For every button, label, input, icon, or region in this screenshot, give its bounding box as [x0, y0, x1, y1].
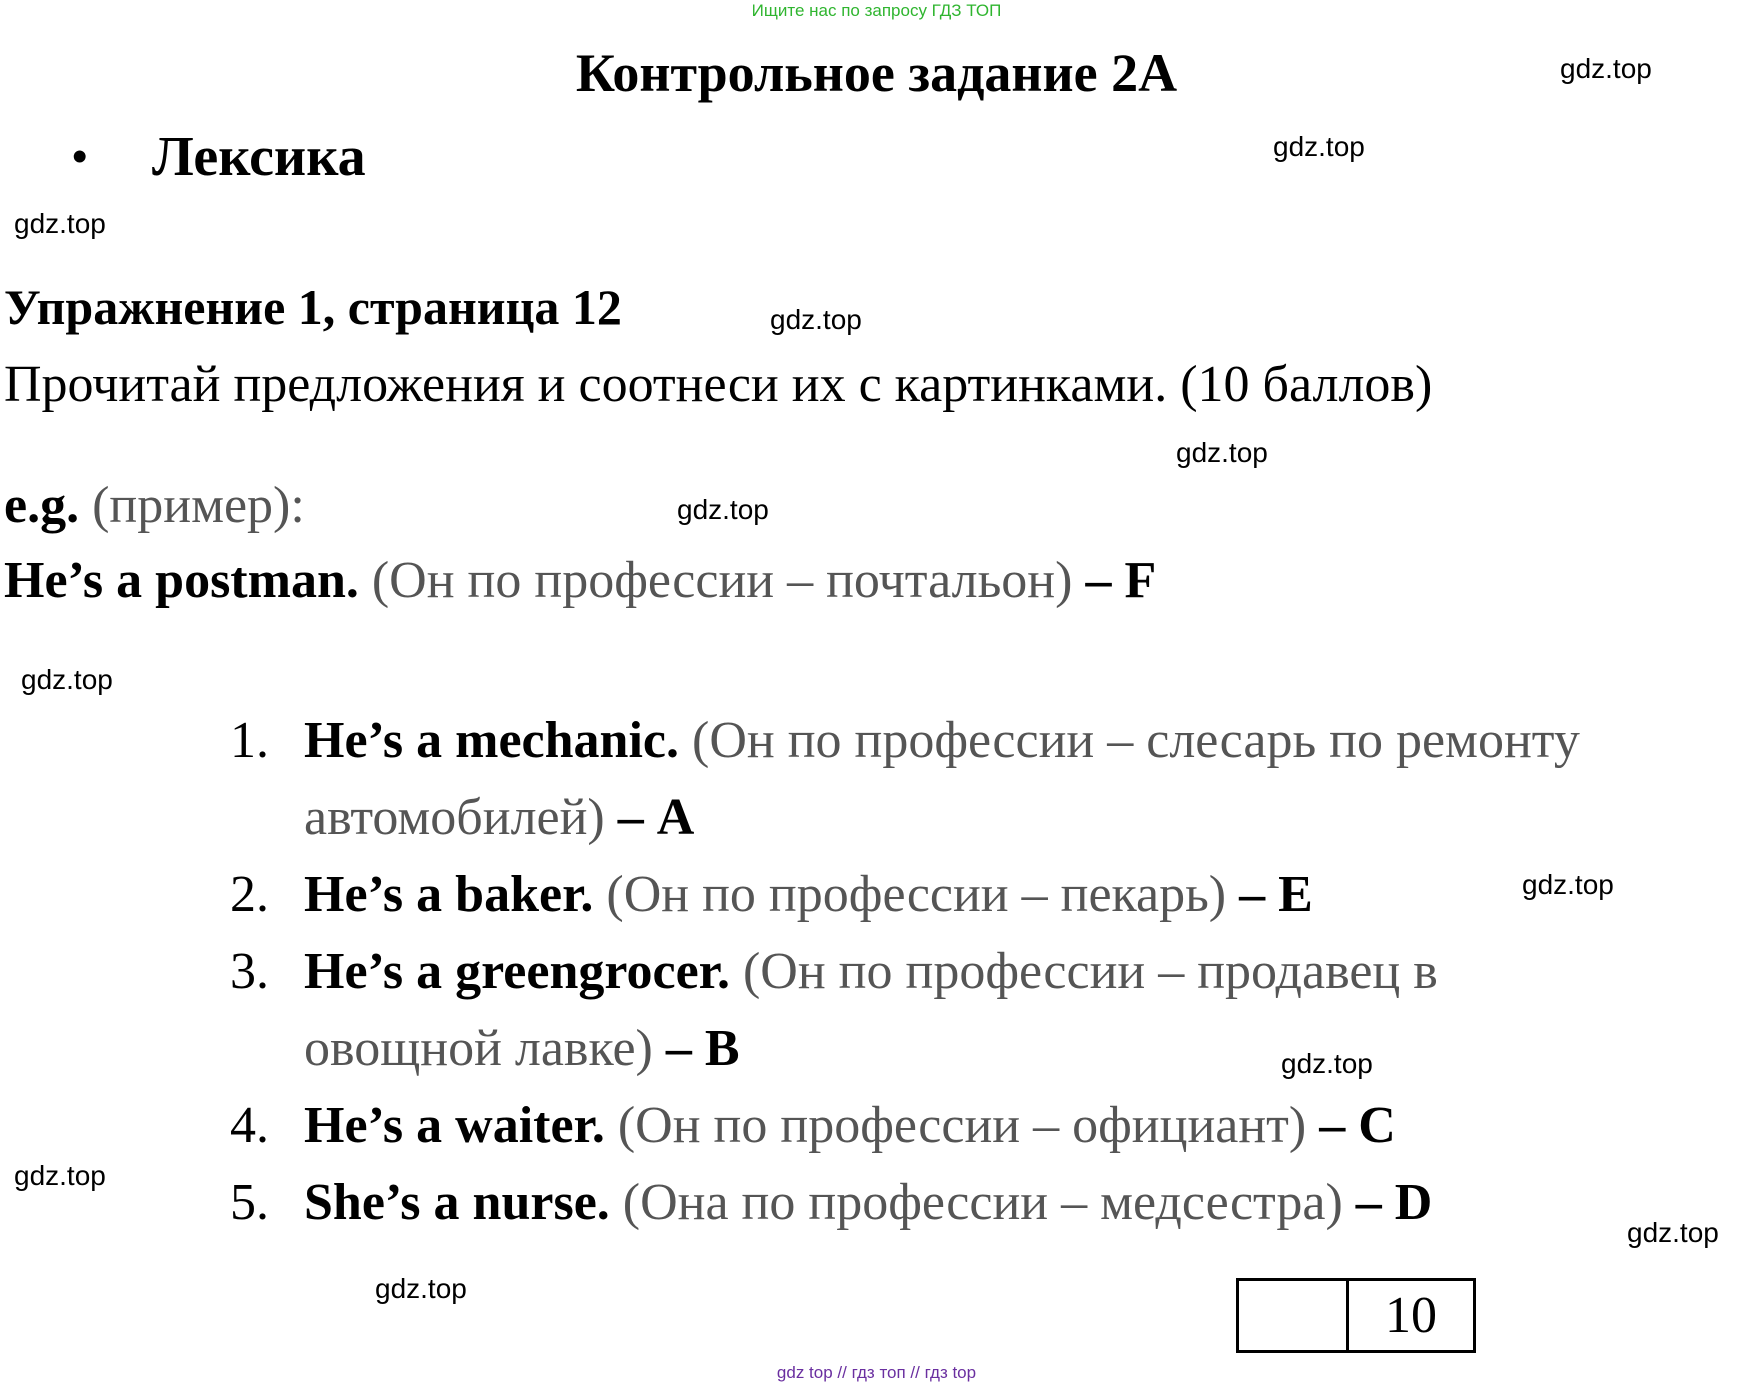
- item-en: He’s a greengrocer.: [304, 943, 730, 1000]
- example-answer: – F: [1072, 552, 1157, 609]
- footer-watermark: gdz top // гдз топ // гдз top: [776, 1363, 977, 1382]
- bullet-icon: •: [72, 132, 88, 181]
- watermark: gdz.top: [14, 1160, 106, 1191]
- section-heading: [72, 122, 366, 192]
- watermark: gdz.top: [677, 494, 769, 525]
- watermark: gdz.top: [21, 664, 113, 695]
- item-ru: (Он по профессии – официант): [604, 1097, 1307, 1154]
- item-ru: (Она по профессии – медсестра): [609, 1174, 1343, 1231]
- example-en: He’s a postman.: [4, 552, 359, 609]
- item-en: He’s a mechanic.: [304, 712, 679, 769]
- item-answer: – E: [1226, 866, 1313, 923]
- example-label-rest: (пример):: [79, 477, 305, 534]
- example-label: [4, 473, 305, 539]
- item-answer: – A: [604, 789, 695, 846]
- list-item-number: 4.: [230, 1097, 269, 1154]
- list-item-number: 5.: [230, 1174, 269, 1231]
- watermark: gdz.top: [1627, 1217, 1719, 1248]
- item-ru: (Он по профессии – слесарь по ремонту: [679, 712, 1580, 769]
- item-ru: овощной лавке): [304, 1020, 653, 1077]
- watermark: gdz.top: [375, 1273, 467, 1304]
- list-item: [304, 934, 1438, 1010]
- watermark: gdz.top: [770, 304, 862, 335]
- watermark: gdz.top: [14, 208, 106, 239]
- watermark: gdz.top: [1176, 437, 1268, 468]
- item-answer: – D: [1342, 1174, 1433, 1231]
- exercise-heading: Упражнение 1, страница 12: [4, 279, 622, 335]
- watermark: gdz.top: [1281, 1048, 1373, 1079]
- section-label: Лексика: [152, 126, 366, 188]
- watermark: gdz.top: [1560, 53, 1652, 84]
- score-earned-cell: [1239, 1281, 1349, 1350]
- list-item: [304, 1165, 1432, 1241]
- score-max-cell: 10: [1385, 1287, 1437, 1344]
- page-title: Контрольное задание 2А: [575, 43, 1178, 103]
- item-en: He’s a baker.: [304, 866, 594, 923]
- item-answer: – B: [652, 1020, 740, 1077]
- item-answer: – C: [1306, 1097, 1396, 1154]
- item-en: She’s a nurse.: [304, 1174, 610, 1231]
- exercise-instruction: Прочитай предложения и соотнеси их с картинками. (10 баллов): [4, 356, 1433, 413]
- list-item-number: 1.: [230, 712, 269, 769]
- item-ru: автомобилей): [304, 789, 605, 846]
- list-item-continuation: [304, 1011, 740, 1087]
- item-ru: (Он по профессии – пекарь): [593, 866, 1227, 923]
- watermark: gdz.top: [1273, 131, 1365, 162]
- score-box: [1236, 1278, 1476, 1353]
- watermark: gdz.top: [1522, 869, 1614, 900]
- list-item-number: 2.: [230, 866, 269, 923]
- item-en: He’s a waiter.: [304, 1097, 605, 1154]
- top-banner: Ищите нас по запросу ГДЗ ТОП: [751, 1, 1002, 20]
- list-item: [304, 703, 1580, 779]
- item-ru: (Он по профессии – продавец в: [729, 943, 1438, 1000]
- list-item-number: 3.: [230, 943, 269, 1000]
- list-item: [304, 1088, 1396, 1164]
- example-label-bold: e.g.: [4, 477, 80, 534]
- list-item-continuation: [304, 780, 694, 856]
- list-item: [304, 857, 1313, 933]
- example-sentence: [4, 548, 1156, 614]
- example-ru: (Он по профессии – почтальон): [358, 552, 1073, 609]
